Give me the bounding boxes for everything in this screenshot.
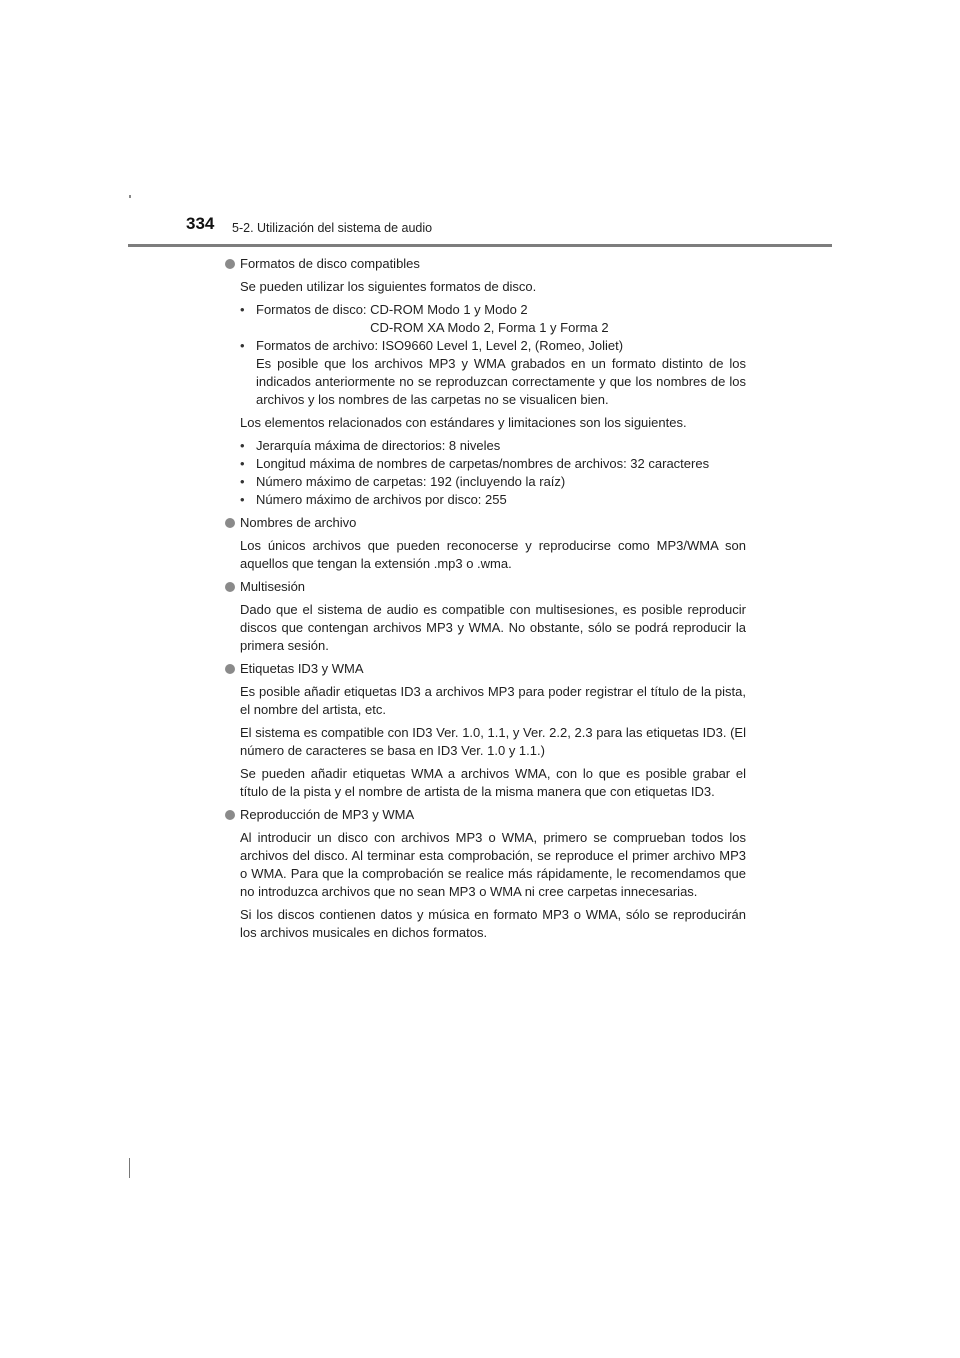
paragraph: Los elementos relacionados con estándares y limitaciones son los siguientes. — [240, 415, 687, 430]
section-title: 5-2. Utilización del sistema de audio — [232, 221, 433, 235]
list-item: • Jerarquía máxima de directorios: 8 niveles — [240, 437, 746, 455]
list-item: • Longitud máxima de nombres de carpetas/nombres de archivos: 32 caracteres — [240, 455, 746, 473]
header-rule — [128, 244, 832, 247]
bullet-circle-icon — [225, 664, 235, 674]
page-number: 334 — [186, 214, 215, 233]
section-playback — [224, 806, 746, 942]
section-tags — [224, 660, 746, 801]
paragraph: Se pueden utilizar los siguientes formatos de disco. — [240, 279, 537, 294]
limits-list — [240, 437, 746, 509]
paragraph: Los únicos archivos que pueden reconocerse y reproducirse como MP3/WMA son aquellos que tengan la extensión .mp3 o .wma. — [240, 538, 746, 571]
paragraph: Al introducir un disco con archivos MP3 o WMA, primero se comprueban todos los archivos del disco. Al terminar esta comprobación, se reproduce el primer archivo MP3 o WMA. Para que la comprobación se realice más rápidamente, le recomendamos que no introduzca archivos que no sean MP3 o WMA ni cree carpetas innecesarias. — [240, 830, 746, 899]
file-format-note: Es posible que los archivos MP3 y WMA grabados en un formato distinto de los indicados anteriormente no se reproduzcan correctamente y que los nombres de los archivos y los nombres de las carpetas no se visualicen bien. — [256, 356, 746, 407]
section-formats — [224, 255, 746, 509]
page-content — [224, 255, 746, 947]
disc-format-value: CD-ROM XA Modo 2, Forma 1 y Forma 2 — [370, 320, 609, 335]
section-heading: Nombres de archivo — [224, 514, 746, 532]
section-heading: Etiquetas ID3 y WMA — [224, 660, 746, 678]
list-item — [240, 337, 746, 409]
paragraph: El sistema es compatible con ID3 Ver. 1.0, 1.1, y Ver. 2.2, 2.3 para las etiquetas ID3. (El número de caracteres se basa en ID3 Ver. 1.0 y 1.1.) — [240, 725, 746, 758]
list-item: • Número máximo de carpetas: 192 (incluyendo la raíz) — [240, 473, 746, 491]
bullet-circle-icon — [225, 518, 235, 528]
format-list — [240, 301, 746, 409]
disc-format-value: CD-ROM Modo 1 y Modo 2 — [370, 302, 528, 317]
margin-mark — [129, 1158, 130, 1178]
section-heading: Reproducción de MP3 y WMA — [224, 806, 746, 824]
margin-mark — [129, 195, 131, 198]
disc-format-label: • Formatos de disco: — [256, 302, 371, 317]
list-item: • Número máximo de archivos por disco: 255 — [240, 491, 746, 509]
bullet-circle-icon — [225, 810, 235, 820]
section-filenames — [224, 514, 746, 573]
paragraph: Si los discos contienen datos y música en formato MP3 o WMA, sólo se reproducirán los archivos musicales en dichos formatos. — [240, 907, 746, 940]
list-item — [240, 301, 746, 337]
paragraph: Se pueden añadir etiquetas WMA a archivos WMA, con lo que es posible grabar el título de la pista y el nombre de artista de la misma manera que con etiquetas ID3. — [240, 766, 746, 799]
bullet-circle-icon — [225, 582, 235, 592]
section-heading: Multisesión — [224, 578, 746, 596]
section-heading: Formatos de disco compatibles — [224, 255, 746, 273]
paragraph: Dado que el sistema de audio es compatible con multisesiones, es posible reproducir discos que contengan archivos MP3 y WMA. No obstante, sólo se podrá reproducir la primera sesión. — [240, 602, 746, 653]
section-multisession — [224, 578, 746, 655]
bullet-circle-icon — [225, 259, 235, 269]
paragraph: Es posible añadir etiquetas ID3 a archivos MP3 para poder registrar el título de la pista, el nombre del artista, etc. — [240, 684, 746, 717]
file-format-label: • Formatos de archivo: ISO9660 Level 1, Level 2, (Romeo, Joliet) — [256, 338, 624, 353]
